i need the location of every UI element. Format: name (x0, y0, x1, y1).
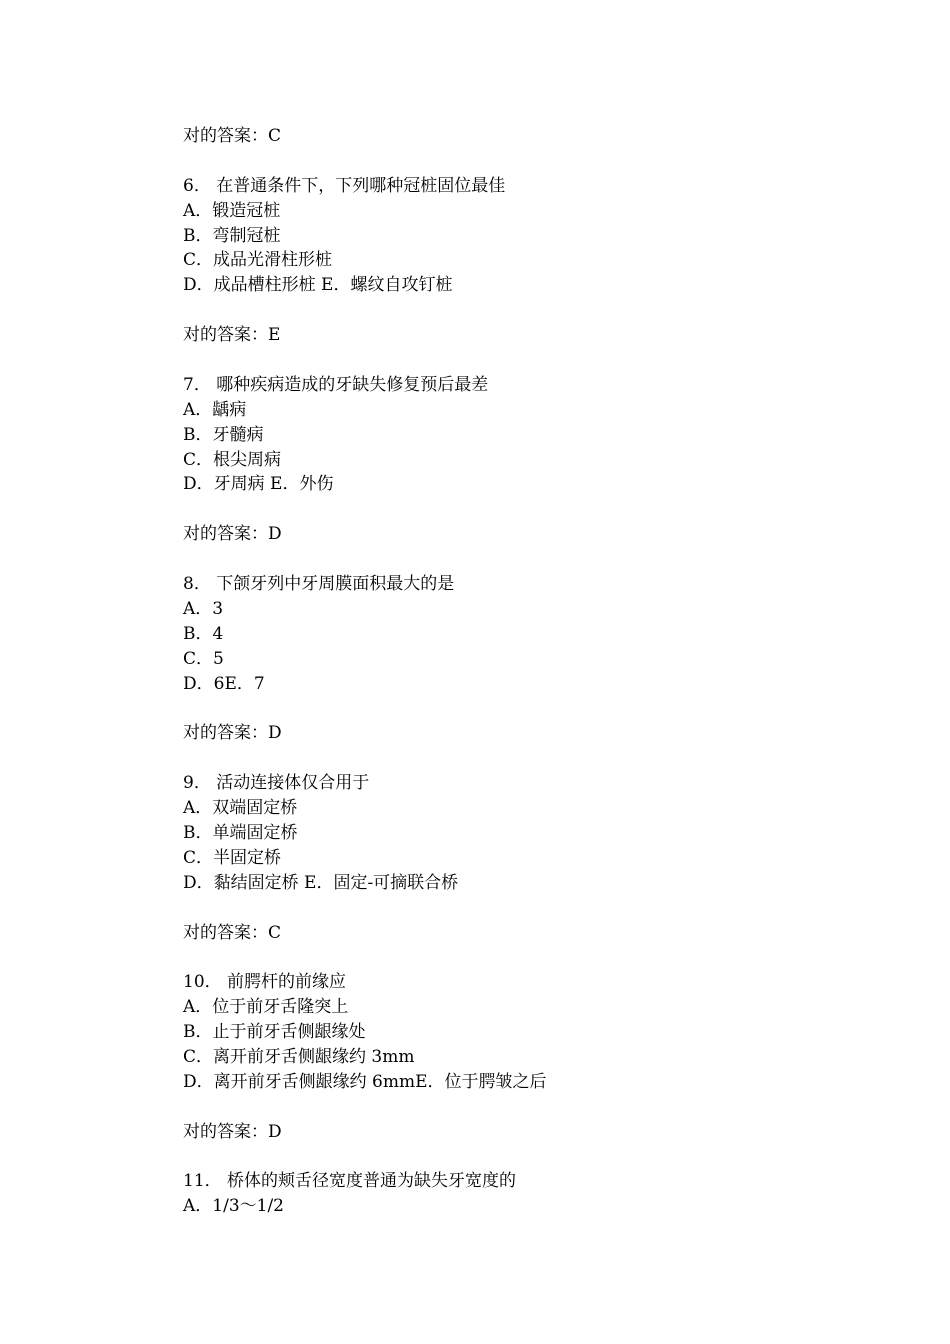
option-a: A．双端固定桥 (183, 798, 298, 819)
option-b: B．4 (183, 623, 224, 644)
answer-line: 对的答案：C (183, 922, 282, 943)
answer-line: 对的答案：D (183, 524, 282, 545)
spacer (183, 696, 883, 721)
option-b: B．单端固定桥 (183, 822, 298, 843)
question-stem: 6． 在普通条件下，下列哪种冠桩固位最佳 (183, 175, 506, 196)
option-a: A．锻造冠桩 (183, 200, 281, 221)
spacer (183, 945, 883, 970)
option-b: B．牙髓病 (183, 424, 264, 445)
answer-line: 对的答案：D (183, 723, 282, 744)
option-a: A．龋病 (183, 399, 247, 420)
option-a: A．1/3～1/2 (183, 1196, 284, 1217)
spacer (183, 896, 883, 921)
option-c: C．离开前牙舌侧龈缘约 3mm (183, 1046, 415, 1067)
spacer (183, 298, 883, 323)
option-a: A．位于前牙舌隆突上 (183, 997, 349, 1018)
option-a: A．3 (183, 598, 224, 619)
option-d-e: D．成品槽柱形桩 E．螺纹自攻钉桩 (183, 275, 453, 296)
spacer (183, 497, 883, 522)
option-d-e: D．离开前牙舌侧龈缘约 6mmE．位于腭皱之后 (183, 1071, 547, 1092)
option-c: C．5 (183, 648, 224, 669)
spacer (183, 547, 883, 572)
option-d-e: D．黏结固定桥 E．固定-可摘联合桥 (183, 872, 459, 893)
question-stem: 7． 哪种疾病造成的牙缺失修复预后最差 (183, 374, 489, 395)
spacer (183, 1095, 883, 1120)
question-stem: 8． 下颌牙列中牙周膜面积最大的是 (183, 574, 455, 595)
question-stem: 10． 前腭杆的前缘应 (183, 972, 347, 993)
option-c: C．成品光滑柱形桩 (183, 250, 333, 271)
option-b: B．止于前牙舌侧龈缘处 (183, 1022, 366, 1043)
option-c: C．半固定桥 (183, 847, 282, 868)
spacer (183, 746, 883, 771)
answer-line: 对的答案：E (183, 325, 281, 346)
option-d-e: D．6E．7 (183, 673, 265, 694)
option-c: C．根尖周病 (183, 449, 282, 470)
question-stem: 11． 桥体的颊舌径宽度普通为缺失牙宽度的 (183, 1171, 517, 1192)
answer-line: 对的答案：D (183, 1121, 282, 1142)
option-d-e: D．牙周病 E．外伤 (183, 474, 334, 495)
spacer (183, 1145, 883, 1170)
document-page (183, 124, 883, 1219)
spacer (183, 348, 883, 373)
option-b: B．弯制冠桩 (183, 225, 281, 246)
question-stem: 9． 活动连接体仅合用于 (183, 773, 370, 794)
answer-line: 对的答案：C (183, 126, 282, 146)
spacer (183, 149, 883, 174)
